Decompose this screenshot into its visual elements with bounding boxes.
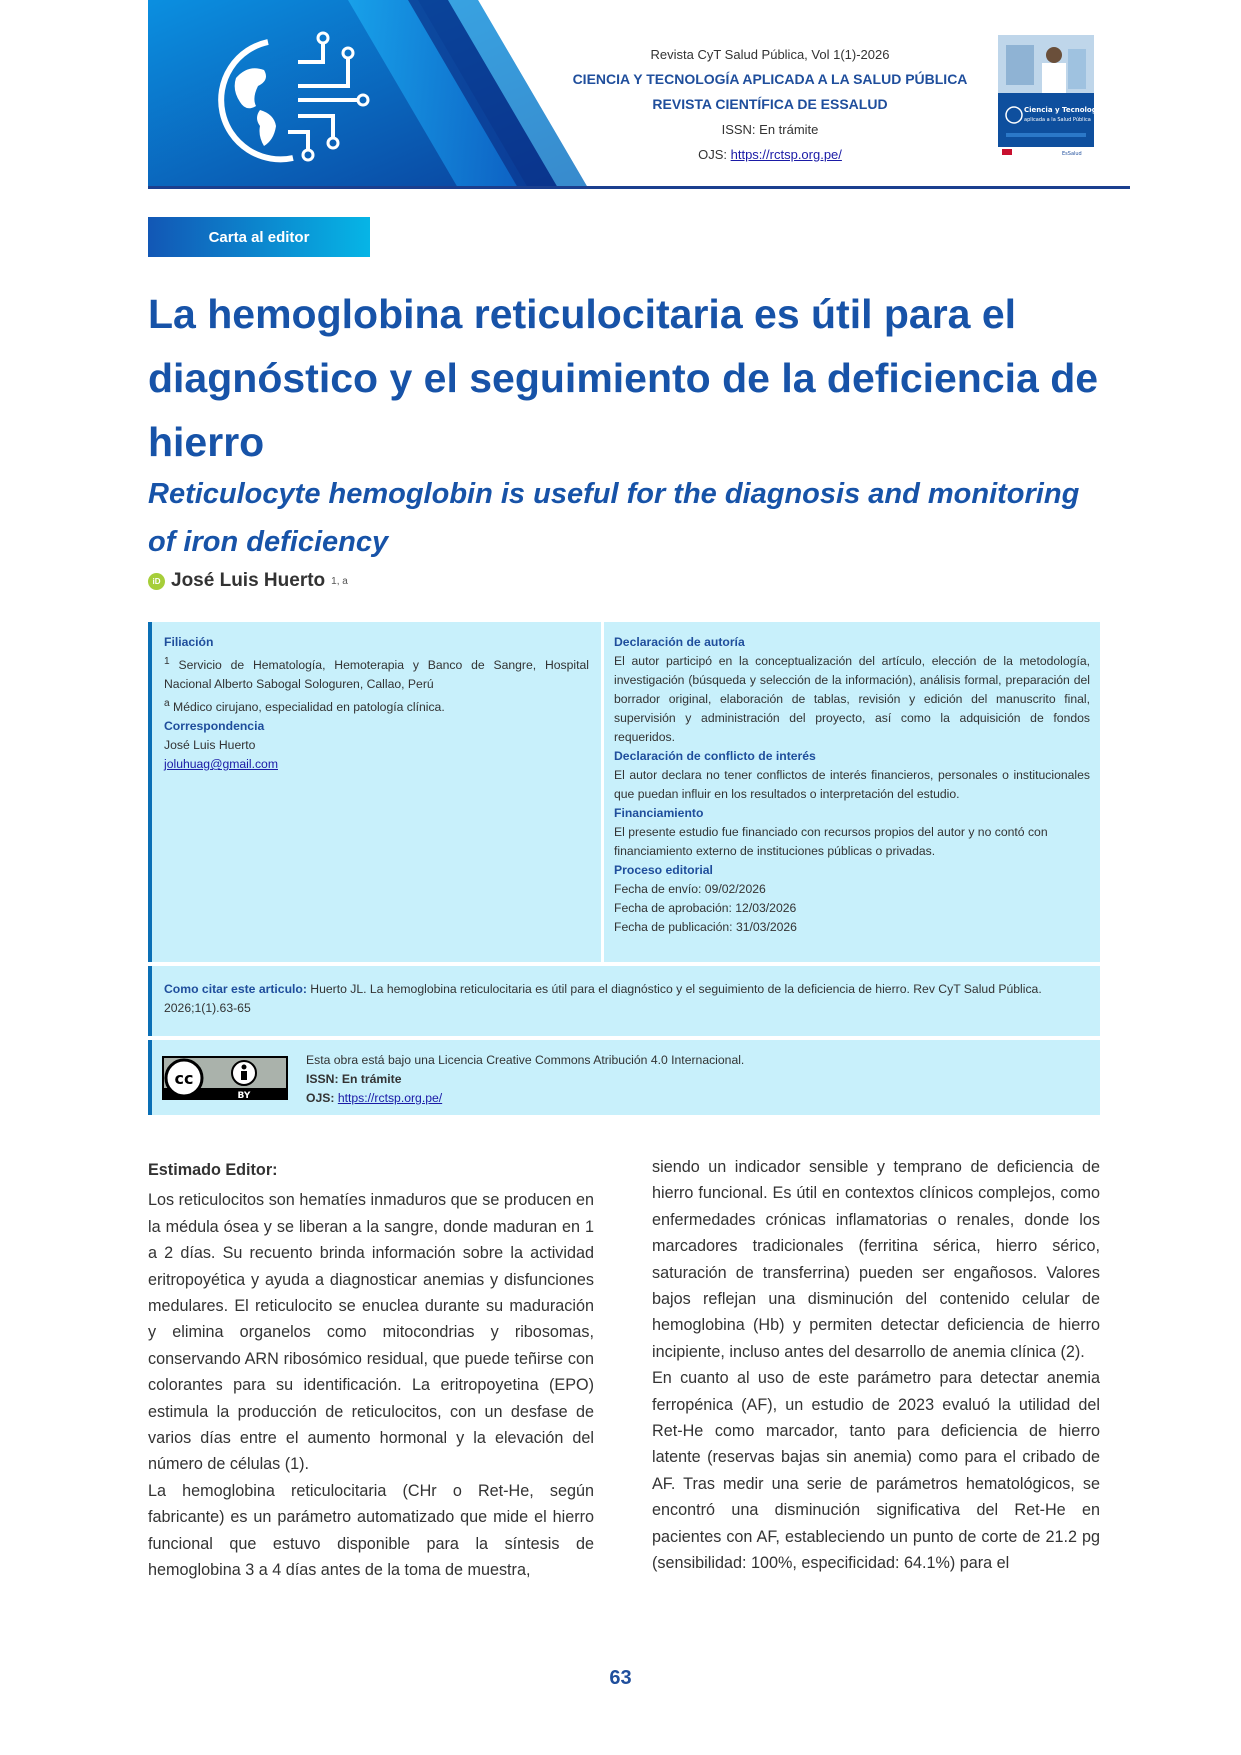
salutation: Estimado Editor:: [148, 1161, 278, 1179]
process-heading: Proceso editorial: [614, 863, 713, 877]
body-column-left: [148, 1157, 594, 1584]
license-ojs: [306, 1089, 744, 1108]
authorship-text: El autor participó en la conceptualización del artículo, elección de la metodología, investigación (búsqueda y selección de la información), análisis formal, preparación del borrador original, elaboración de tablas, revisión y edición del manuscrito final, supervisión y administración del proyecto, así como la adquisición de fondos requeridos.: [614, 654, 1090, 744]
section-tag: Carta al editor: [148, 217, 370, 257]
journal-issn: ISSN: En trámite: [721, 122, 819, 137]
ojs-link[interactable]: https://rctsp.org.pe/: [730, 147, 842, 162]
date-sent: Fecha de envío: 09/02/2026: [614, 882, 766, 896]
license-text-block: [306, 1051, 744, 1108]
affiliation-sup-2: a: [164, 698, 170, 710]
correspondence-heading: Correspondencia: [164, 719, 265, 734]
cc-badge-text: BY: [237, 1091, 251, 1101]
authorship-heading: Declaración de autoría: [614, 635, 745, 649]
article-title-en: Reticulocyte hemoglobin is useful for the diagnosis and monitoring of iron deficiency: [148, 478, 1080, 558]
cover-publisher: EsSalud: [1062, 151, 1082, 157]
journal-logo: [148, 0, 630, 188]
correspondence-name: José Luis Huerto: [164, 738, 256, 753]
affiliation-item-2: [164, 694, 589, 717]
journal-line: Revista CyT Salud Pública, Vol 1(1)-2026: [650, 47, 890, 62]
date-approved: Fecha de aprobación: 12/03/2026: [614, 901, 797, 915]
date-published: Fecha de publicación: 31/03/2026: [614, 920, 797, 934]
orcid-icon[interactable]: iD: [148, 573, 165, 590]
funding-text: El presente estudio fue financiado con recursos propios del autor y no contó con financiamiento externo de instituciones públicas o privadas.: [614, 825, 1048, 858]
license-ojs-label: OJS:: [306, 1091, 335, 1105]
affiliation-text-2: Médico cirujano, especialidad en patología clínica.: [173, 700, 445, 715]
correspondence-email-link[interactable]: joluhuag@gmail.com: [164, 757, 278, 772]
journal-cover-image: [998, 35, 1104, 157]
license-statement: Esta obra está bajo una Licencia Creative Commons Atribución 4.0 Internacional.: [306, 1053, 745, 1067]
journal-info: [570, 42, 970, 167]
funding-heading: Financiamiento: [614, 806, 704, 820]
conflict-heading: Declaración de conflicto de interés: [614, 749, 816, 763]
cc-by-badge[interactable]: [162, 1056, 288, 1100]
journal-subtitle: REVISTA CIENTÍFICA DE ESSALUD: [652, 96, 888, 112]
affiliation-box: [148, 622, 601, 962]
affiliation-heading: Filiación: [164, 635, 214, 649]
svg-text:cc: cc: [174, 1069, 194, 1088]
body-paragraph-4: En cuanto al uso de este parámetro para detectar anemia ferropénica (AF), un estudio de 2023 evaluó la utilidad del Ret-He como marcador, tanto para deficiencia de hierro latente (reservas bajas sin anemia) como para el cribado de AF. Tras medir una serie de parámetros hematológicos, se encontró una disminución significativa del Ret-He en pacientes con AF, estableciendo un punto de corte de 21.2 pg (sensibilidad: 100%, especificidad: 64.1%) para el: [652, 1369, 1100, 1573]
body-paragraph-1: Los reticulocitos son hematíes inmaduros que se producen en la médula ósea y se liberan a la sangre, donde maduran en 1 a 2 días. Su recuento brinda información sobre la actividad eritropoyética y ayuda a diagnosticar anemias y disfunciones medulares. El reticulocito se enuclea durante su maduración y elimina organelos como mitocondrias y ribosomas, conservando ARN ribosómico residual, que puede teñirse con colorantes para su identificación. La eritropoyetina (EPO) estimula la producción de reticulocitos, con un desfase de varios días entre el aumento hormonal y la elevación del número de células (1).: [148, 1191, 594, 1474]
cover-subtitle: aplicada a la Salud Pública: [1024, 117, 1091, 123]
author-name: José Luis Huerto: [171, 570, 326, 591]
journal-ojs: [570, 142, 970, 167]
conflict-text: El autor declara no tener conflictos de interés financieros, personales o institucionales que puedan influir en los resultados o interpretación del estudio.: [614, 768, 1090, 801]
author-row: [148, 570, 348, 592]
citation-text: Huerto JL. La hemoglobina reticulocitaria es útil para el diagnóstico y el seguimiento de la deficiencia de hierro. Rev CyT Salud Pública. 2026;1(1).63-65: [164, 982, 1042, 1015]
body-column-right: [652, 1154, 1100, 1577]
body-paragraph-3: siendo un indicador sensible y temprano de deficiencia de hierro funcional. Es útil en contextos clínicos complejos, como enfermedades crónicas inflamatorias o renales, donde los marcadores tradicionales (ferritina sérica, hierro sérico, saturación de transferrina) pueden ser engañosos. Valores bajos reflejan una disminución del contenido celular de hemoglobina (Hb) y permiten detectar deficiencia de hierro incipiente, incluso antes del desarrollo de anemia clínica (2).: [652, 1158, 1100, 1361]
article-title-es: La hemoglobina reticulocitaria es útil para el diagnóstico y el seguimiento de la deficiencia de hierro: [148, 291, 1099, 465]
ojs-label: OJS:: [698, 147, 727, 162]
page-number: 63: [609, 1667, 632, 1689]
cover-title: Ciencia y Tecnología: [1024, 106, 1104, 114]
body-paragraph-2: La hemoglobina reticulocitaria (CHr o Ret-He, según fabricante) es un parámetro automatizado que mide el hierro funcional que estuvo disponible para la síntesis de hemoglobina 3 a 4 días antes de la toma de muestra,: [148, 1481, 594, 1580]
citation-label: Como citar este articulo:: [164, 982, 307, 996]
header-rule: [148, 186, 1130, 189]
author-superscript: 1, a: [331, 575, 348, 587]
header-banner: [148, 0, 630, 188]
affiliation-sup-1: 1: [164, 656, 170, 667]
citation-box: [148, 966, 1100, 1036]
journal-name: CIENCIA Y TECNOLOGÍA APLICADA A LA SALUD PÚBLICA: [572, 71, 968, 87]
affiliation-item-1: [164, 652, 589, 694]
license-issn: ISSN: En trámite: [306, 1072, 402, 1086]
license-ojs-link[interactable]: https://rctsp.org.pe/: [337, 1091, 443, 1105]
declarations-box: [604, 622, 1100, 962]
affiliation-text-1: Servicio de Hematología, Hemoterapia y Banco de Sangre, Hospital Nacional Alberto Sabogal Sologuren, Callao, Perú: [164, 658, 589, 692]
